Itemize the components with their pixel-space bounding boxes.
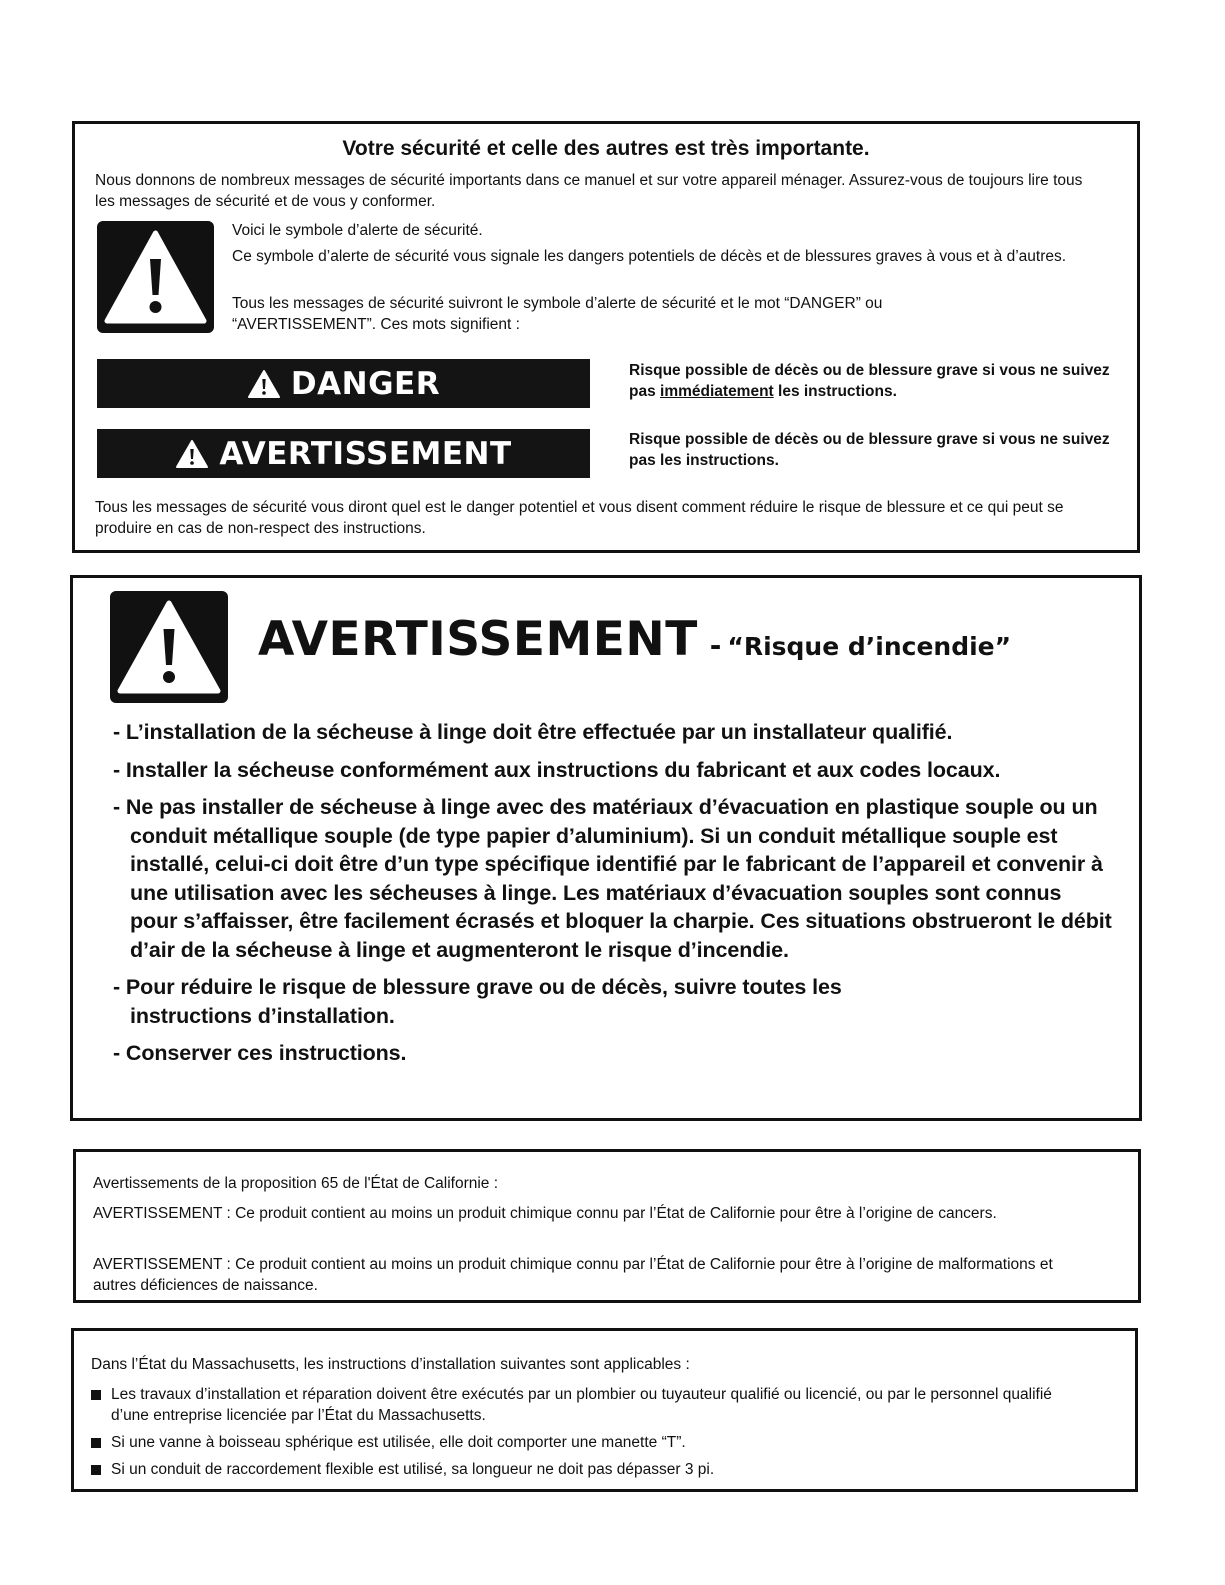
fire-warning-item: - Pour réduire le risque de blessure grave ou de décès, suivre toutes les instructions d’installation. [113,975,842,1028]
safety-title: Votre sécurité et celle des autres est très importante. [342,137,870,160]
fire-warning-heading [258,612,1011,667]
prop65-warning-cancer: AVERTISSEMENT : Ce produit contient au moins un produit chimique connu par l’État de Californie pour être à l’origine de cancers. [93,1205,997,1222]
massachusetts-bullet: Si une vanne à boisseau sphérique est utilisée, elle doit comporter une manette “T”. [91,1432,1091,1453]
bullet-square-icon [91,1390,101,1400]
massachusetts-bullet: Si un conduit de raccordement flexible est utilisé, sa longueur ne doit pas dépasser 3 pi. [91,1459,1091,1480]
bullet-square-icon [91,1438,101,1448]
fire-warning-alert-icon [110,591,228,703]
safety-alert-icon [97,221,214,333]
fire-warning-item: - Installer la sécheuse conformément aux instructions du fabricant et aux codes locaux. [113,757,1001,782]
fire-warning-list [113,718,1113,1077]
danger-definition: Risque possible de décès ou de blessure grave si vous ne suivez pas immédiatement les instructions. [629,362,1110,400]
safety-symbol-line: Voici le symbole d’alerte de sécurité. [232,222,483,239]
fire-warning-subtitle: “Risque d’incendie” [727,632,1012,661]
warning-definition: Risque possible de décès ou de blessure grave si vous ne suivez pas les instructions. [629,431,1110,469]
safety-closing: Tous les messages de sécurité vous diront quel est le danger potentiel et vous disent comment réduire le risque de blessure et ce qui peut se produire en cas de non-respect des instructions. [95,499,1064,537]
massachusetts-heading: Dans l’État du Massachusetts, les instructions d’installation suivantes sont applicables : [91,1356,690,1373]
prop65-heading: Avertissements de la proposition 65 de l'État de Californie : [93,1175,499,1192]
warning-alert-icon [175,439,209,469]
bullet-square-icon [91,1465,101,1475]
massachusetts-box [71,1328,1138,1492]
danger-banner [97,359,590,408]
danger-label: DANGER [290,365,441,402]
fire-warning-box [70,575,1142,1121]
safety-intro: Nous donnons de nombreux messages de sécurité importants dans ce manuel et sur votre appareil ménager. Assurez-vous de toujours lire tous les messages de sécurité et de vous y conformer. [95,172,1083,210]
danger-alert-icon [247,369,281,399]
safety-symbol-follow: Tous les messages de sécurité suivront le symbole d’alerte de sécurité et le mot “DANGER” ou “AVERTISSEMENT”. Ces mots signifient : [232,295,883,333]
prop65-warning-birth: AVERTISSEMENT : Ce produit contient au moins un produit chimique connu par l’État de Californie pour être à l’origine de malformations et autres déficiences de naissance. [93,1256,1053,1294]
fire-warning-item: - L’installation de la sécheuse à linge doit être effectuée par un installateur qualifié. [113,720,953,744]
fire-warning-dash: - [709,629,722,662]
fire-warning-title: AVERTISSEMENT [258,612,698,667]
prop65-box [73,1149,1141,1303]
safety-symbol-meaning: Ce symbole d’alerte de sécurité vous signale les dangers potentiels de décès et de blessures graves à vous et à d’autres. [232,248,1067,265]
fire-warning-item: - Conserver ces instructions. [113,1041,407,1065]
warning-label: AVERTISSEMENT [219,435,512,472]
warning-banner [97,429,590,478]
fire-warning-item: - Ne pas installer de sécheuse à linge avec des matériaux d’évacuation en plastique souple ou un conduit métallique souple (de type papier d’aluminium). Si un conduit métallique souple est installé, celui-ci doit être d’un type spécifique identifié par le fabricant de l’appareil et convenir à une utilisation avec les sécheuses à linge. Les matériaux d’évacuation souples sont connus pour s’affaisser, être facilement écrasés et bloquer la charpie. Ces situations obstrueront le débit d’air de la sécheuse à linge et augmenteront le risque d’incendie. [113,795,1112,962]
massachusetts-bullet: Les travaux d’installation et réparation doivent être exécutés par un plombier ou tuyauteur qualifié ou licencié, ou par le personnel qualifié d’une entreprise licenciée par l’État du Massachusetts. [91,1384,1091,1426]
safety-info-box [72,121,1140,553]
